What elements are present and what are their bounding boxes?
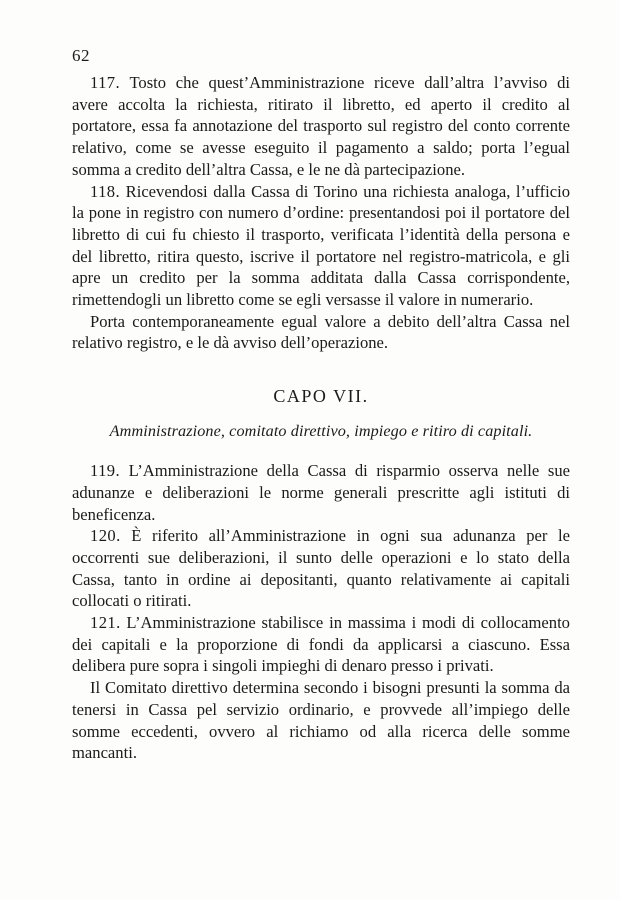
article-text: Tosto che quest’Amministrazione riceve dall’altra l’avviso di avere accolta la richiesta, ritirato il libretto, ed aperto il credito al portatore, essa fa annotazione del trasporto sul registro del conto corrente relativo, come se avesse eseguito il pagamento a saldo; porta l’egual somma a credito dell’altra Cassa, e le ne dà partecipazione. [72, 73, 570, 179]
article-118 [72, 181, 570, 311]
article-text: Il Comitato direttivo determina secondo i bisogni presunti la somma da tenersi in Cassa pel servizio ordinario, e provvede all’impiego delle somme eccedenti, ovvero al richiamo od alla ricerca delle somme mancanti. [72, 678, 570, 763]
article-117 [72, 72, 570, 181]
article-121-continuation [72, 677, 570, 764]
page-number: 62 [72, 46, 90, 65]
article-text: L’Amministrazione della Cassa di risparmio osserva nelle sue adunanze e deliberazioni le norme generali prescritte agli istituti di beneficenza. [72, 461, 571, 524]
chapter-title: CAPO VII. [273, 386, 369, 407]
article-number: 118. [90, 181, 121, 201]
article-number: 120. [90, 526, 121, 546]
book-page [72, 46, 570, 764]
article-number: 121. [90, 613, 121, 633]
article-number: 119. [90, 461, 121, 481]
article-text: È riferito all’Amministrazione in ogni sua adunanza per le occorrenti sue deliberazioni, il sunto delle operazioni e lo stato della Cassa, tanto in ordine ai depositanti, quanto relativamente ai capitali collocati o ritirati. [72, 526, 570, 611]
article-text: L’Amministrazione stabilisce in massima i modi di collocamento dei capitali e la proporzione di fondi da applicarsi a ciascuno. Essa delibera pure sopra i singoli impieghi di denaro presso i privati. [72, 613, 570, 676]
article-number: 117. [90, 73, 121, 92]
article-121 [72, 612, 570, 677]
article-119 [72, 460, 570, 525]
article-text: Ricevendosi dalla Cassa di Torino una richiesta analoga, l’ufficio la pone in registro con numero d’ordine: presentandosi poi il portatore del libretto di cui fu chiesto il trasporto, verificata l’identità della persona e del libretto, ritira questo, iscrive il portatore nel registro-matricola, e gli apre un credito per la somma additata dalla Cassa corrispondente, rimettendogli un libretto come se egli versasse il valore in numerario. [72, 181, 571, 310]
chapter-subtitle: Amministrazione, comitato direttivo, impiego e ritiro di capitali. [109, 422, 533, 441]
article-text: Porta contemporaneamente egual valore a debito dell’altra Cassa nel relativo registro, e le dà avviso dell’operazione. [72, 311, 570, 353]
article-118-continuation [72, 311, 570, 354]
article-120 [72, 525, 570, 612]
